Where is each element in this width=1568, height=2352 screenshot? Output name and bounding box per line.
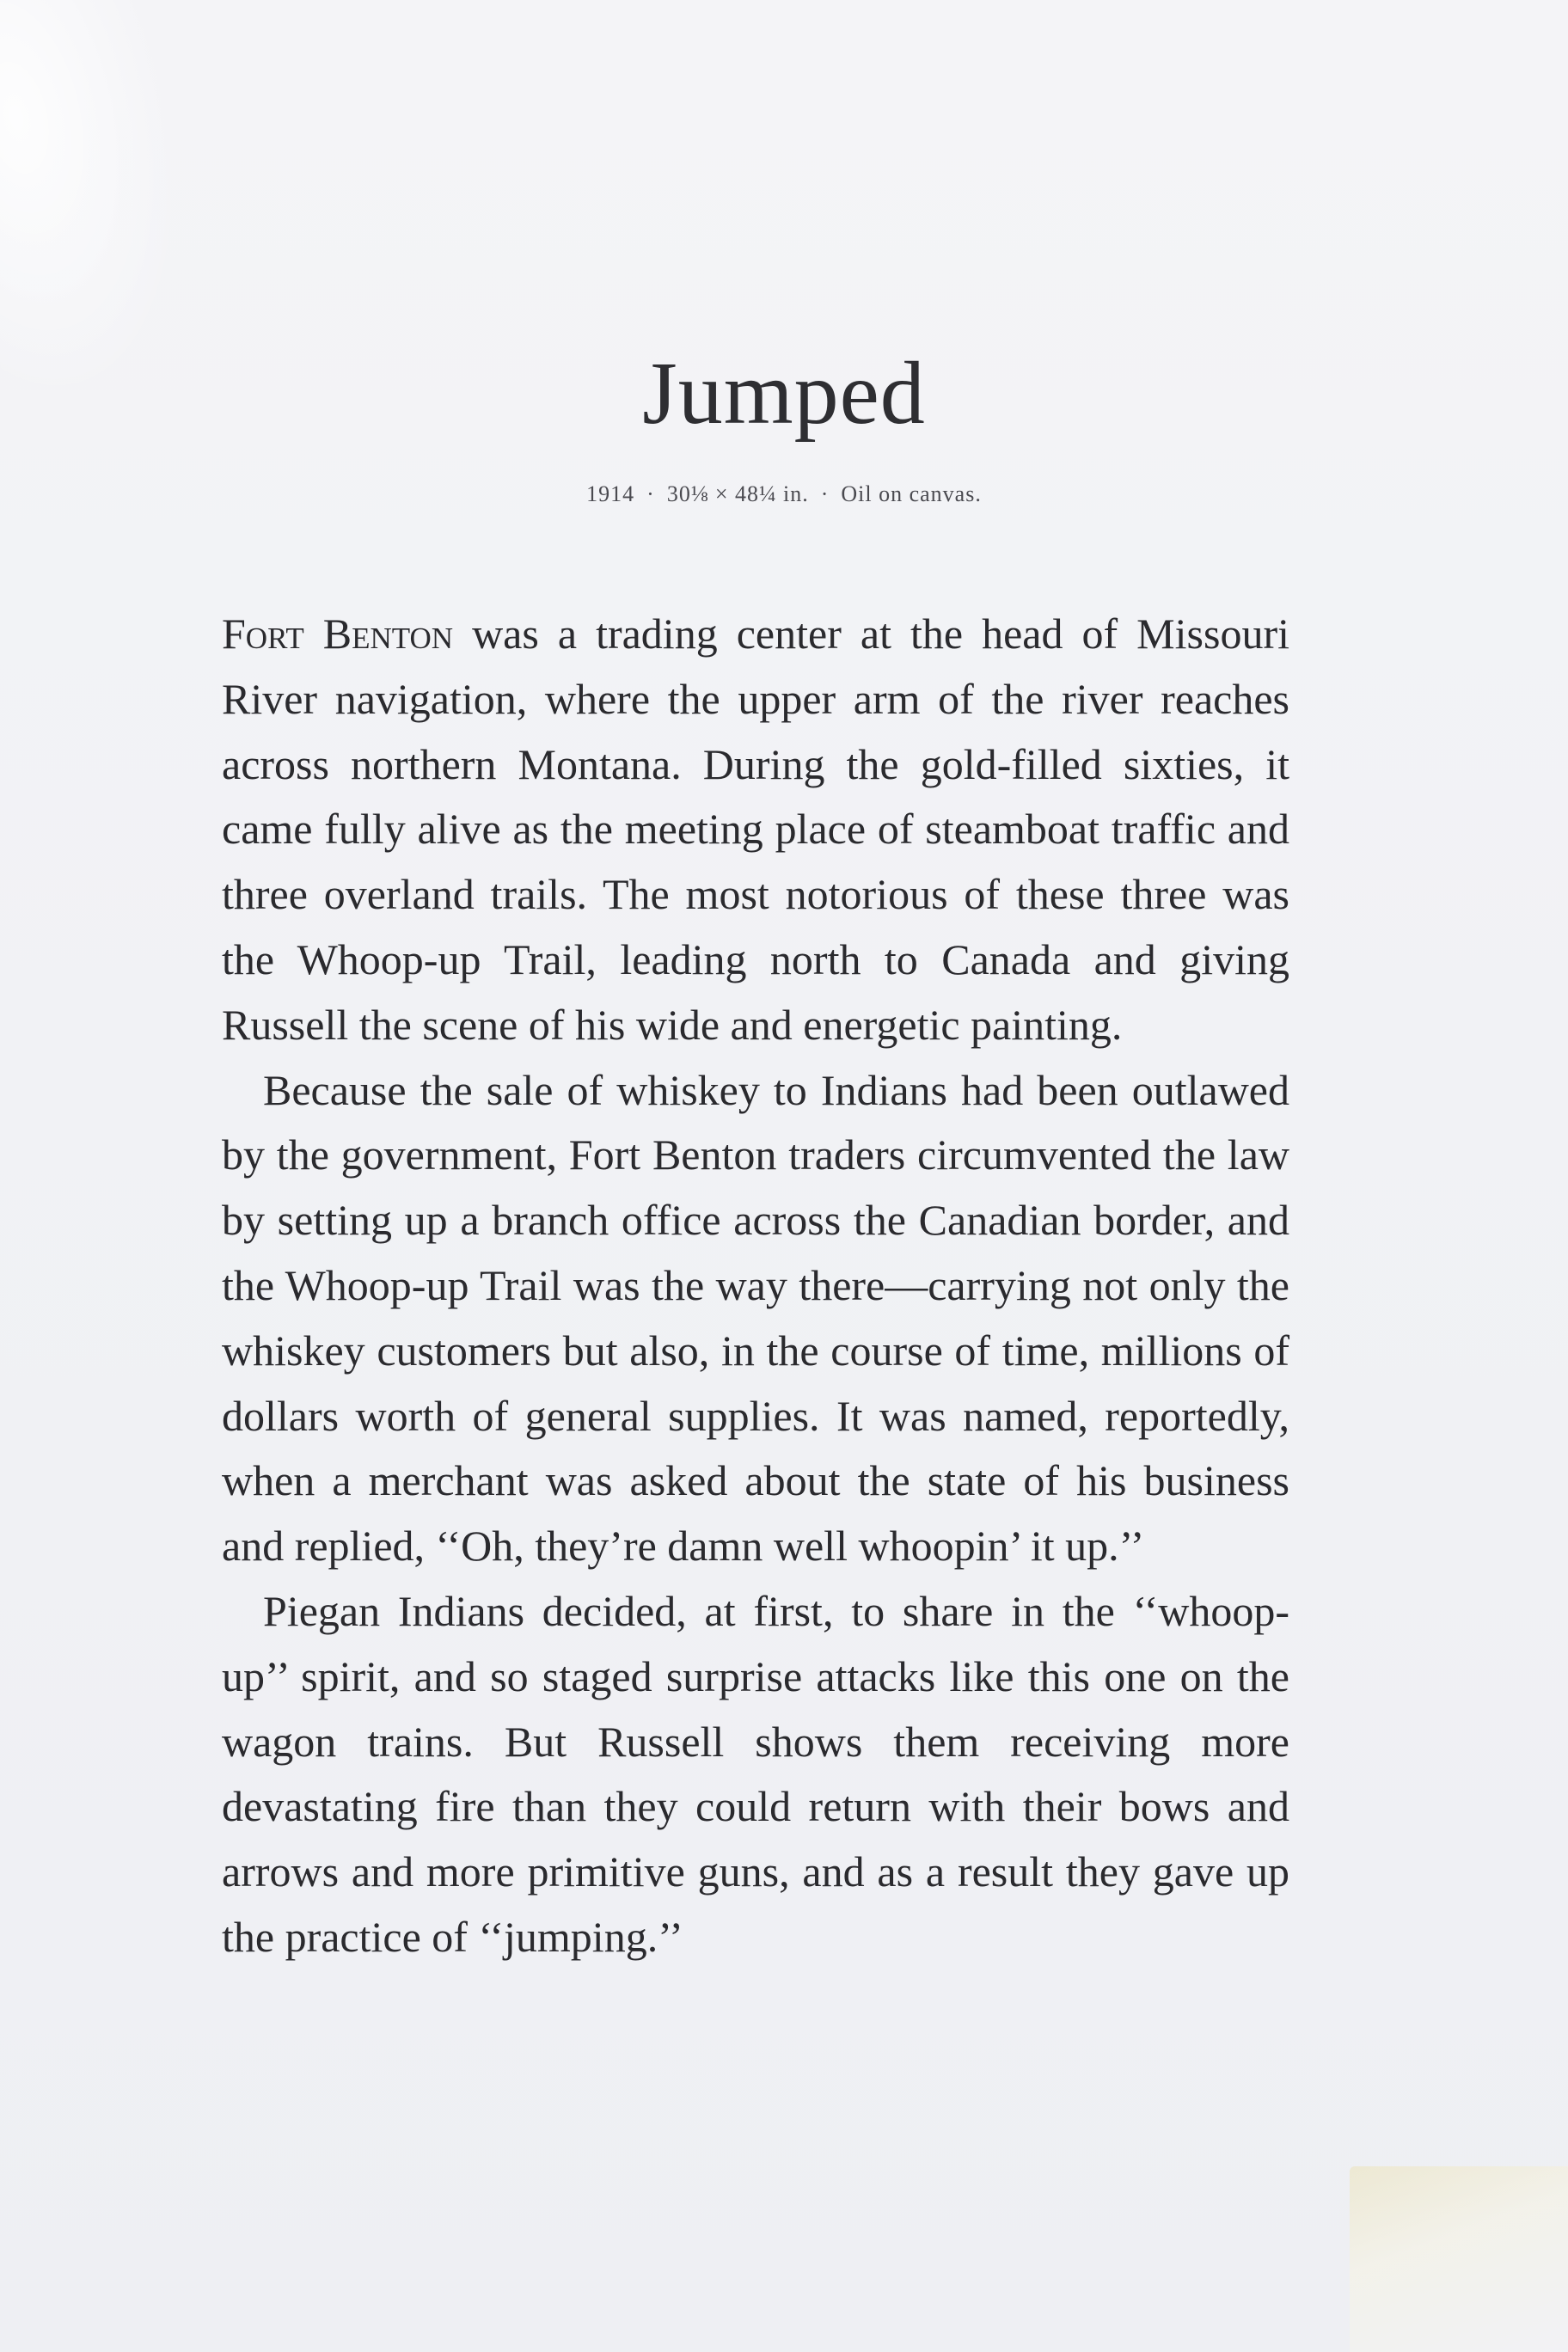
paragraph-lead-in: Fort Benton xyxy=(222,609,454,658)
paragraph-3 xyxy=(222,1579,1289,1970)
artwork-year: 1914 xyxy=(586,481,635,506)
separator-dot: · xyxy=(820,481,830,506)
tape-corner xyxy=(1350,2166,1568,2352)
paragraph-1 xyxy=(222,602,1289,1058)
paragraph-text: was a trading center at the head of Missouri River navigation, where the upper arm of the river reaches across northern Montana. During the gold-filled sixties, it came fully alive as the meeting place of steamboat traffic and three overland trails. The most notorious of these three was the Whoop-up Trail, leading north to Canada and giving Russell the scene of his wide and energetic painting. xyxy=(222,609,1289,1049)
paragraph-text: Because the sale of whiskey to Indians had been outlawed by the government, Fort Benton traders circumvented the law by setting up a branch office across the Canadian border, and the Whoop-up Trail was the way there—carrying not only the whiskey customers but also, in the course of time, millions of dollars worth of general supplies. It was named, reportedly, when a merchant was asked about the state of his business and replied, ‘‘Oh, they’re damn well whoopin’ it up.’’ xyxy=(222,1065,1289,1571)
paragraph-text: Piegan Indians decided, at first, to share in the ‘‘whoop-up’’ spirit, and so staged surprise attacks like this one on the wagon trains. But Russell shows them receiving more devastating fire than they could return with their bows and arrows and more primitive guns, and as a result they gave up the practice of ‘‘jumping.’’ xyxy=(222,1586,1289,1961)
artwork-dimensions: 30⅛ × 48¼ in. xyxy=(666,481,809,506)
paragraph-2 xyxy=(222,1058,1289,1579)
artwork-medium: Oil on canvas. xyxy=(841,481,982,506)
page-title: Jumped xyxy=(642,344,926,443)
separator-dot: · xyxy=(646,481,655,506)
artwork-details xyxy=(0,481,1568,507)
body-text xyxy=(222,602,1289,1970)
